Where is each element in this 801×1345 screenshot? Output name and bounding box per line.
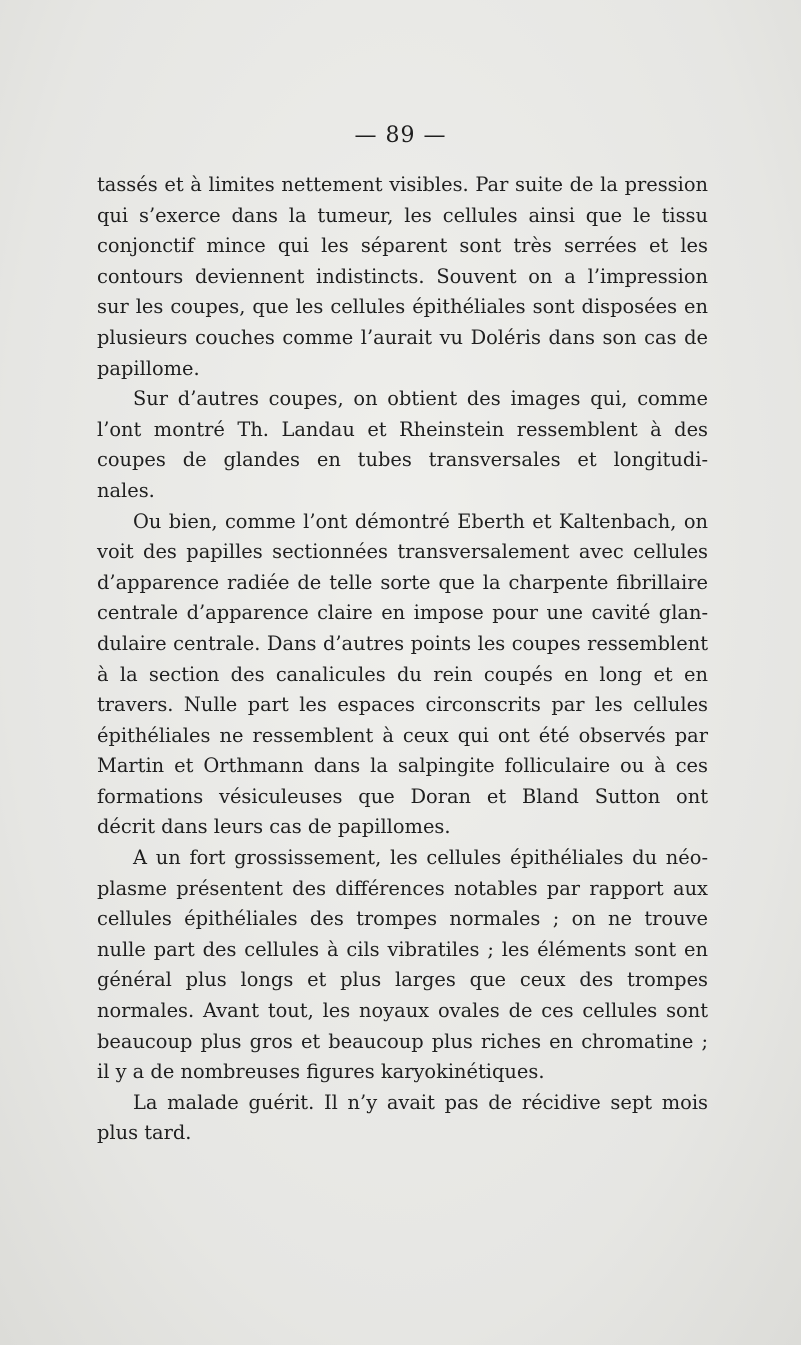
text-line: épithéliales ne ressemblent à ceux qui ont été observés par [97, 723, 708, 747]
text-line: Ou bien, comme l’ont démontré Eberth et Kaltenbach, on [133, 509, 708, 533]
text-line: général plus longs et plus larges que ceux des trompes [97, 968, 708, 992]
body-text [97, 170, 708, 1149]
text-line: Martin et Orthmann dans la salpingite folliculaire ou à ces [97, 754, 708, 778]
text-line: centrale d’apparence claire en impose pour une cavité glan- [97, 601, 708, 625]
text-line: sur les coupes, que les cellules épithéliales sont disposées en [97, 295, 708, 319]
text-line: d’apparence radiée de telle sorte que la charpente fibrillaire [97, 570, 708, 594]
text-line: plus tard. [97, 1121, 192, 1145]
text-line: à la section des canalicules du rein coupés en long et en [97, 662, 708, 686]
text-line: plasme présentent des différences notables par rapport aux [97, 876, 708, 900]
text-line: travers. Nulle part les espaces circonscrits par les cellules [97, 693, 708, 717]
text-line: La malade guérit. Il n’y avait pas de récidive sept mois [133, 1090, 708, 1114]
text-line: cellules épithéliales des trompes normales ; on ne trouve [97, 907, 708, 931]
text-line: contours deviennent indistincts. Souvent on a l’impression [97, 264, 708, 288]
text-line: A un fort grossissement, les cellules épithéliales du néo- [133, 846, 708, 870]
text-line: conjonctif mince qui les séparent sont très serrées et les [97, 234, 708, 258]
text-line: coupes de glandes en tubes transversales et longitudi- [97, 448, 708, 472]
text-line: papillome. [97, 356, 200, 380]
text-line: décrit dans leurs cas de papillomes. [97, 815, 451, 839]
page-number: — 89 — [354, 123, 447, 148]
text-line: il y a de nombreuses figures karyokinétiques. [97, 1060, 545, 1084]
text-line: qui s’exerce dans la tumeur, les cellules ainsi que le tissu [97, 203, 708, 227]
text-line: plusieurs couches comme l’aurait vu Doléris dans son cas de [97, 325, 708, 349]
text-line: formations vésiculeuses que Doran et Bland Sutton ont [97, 784, 708, 808]
text-line: normales. Avant tout, les noyaux ovales de ces cellules sont [97, 999, 708, 1023]
text-line: voit des papilles sectionnées transversalement avec cellules [97, 540, 708, 564]
text-line: tassés et à limites nettement visibles. Par suite de la pression [97, 173, 708, 196]
text-line: beaucoup plus gros et beaucoup plus riches en chromatine ; [97, 1029, 708, 1053]
text-line: nales. [97, 478, 155, 502]
text-line: nulle part des cellules à cils vibratiles ; les éléments sont en [97, 937, 708, 961]
text-line: l’ont montré Th. Landau et Rheinstein ressemblent à des [97, 417, 708, 441]
text-line: dulaire centrale. Dans d’autres points les coupes ressemblent [97, 631, 708, 655]
text-line: Sur d’autres coupes, on obtient des images qui, comme [133, 387, 708, 411]
